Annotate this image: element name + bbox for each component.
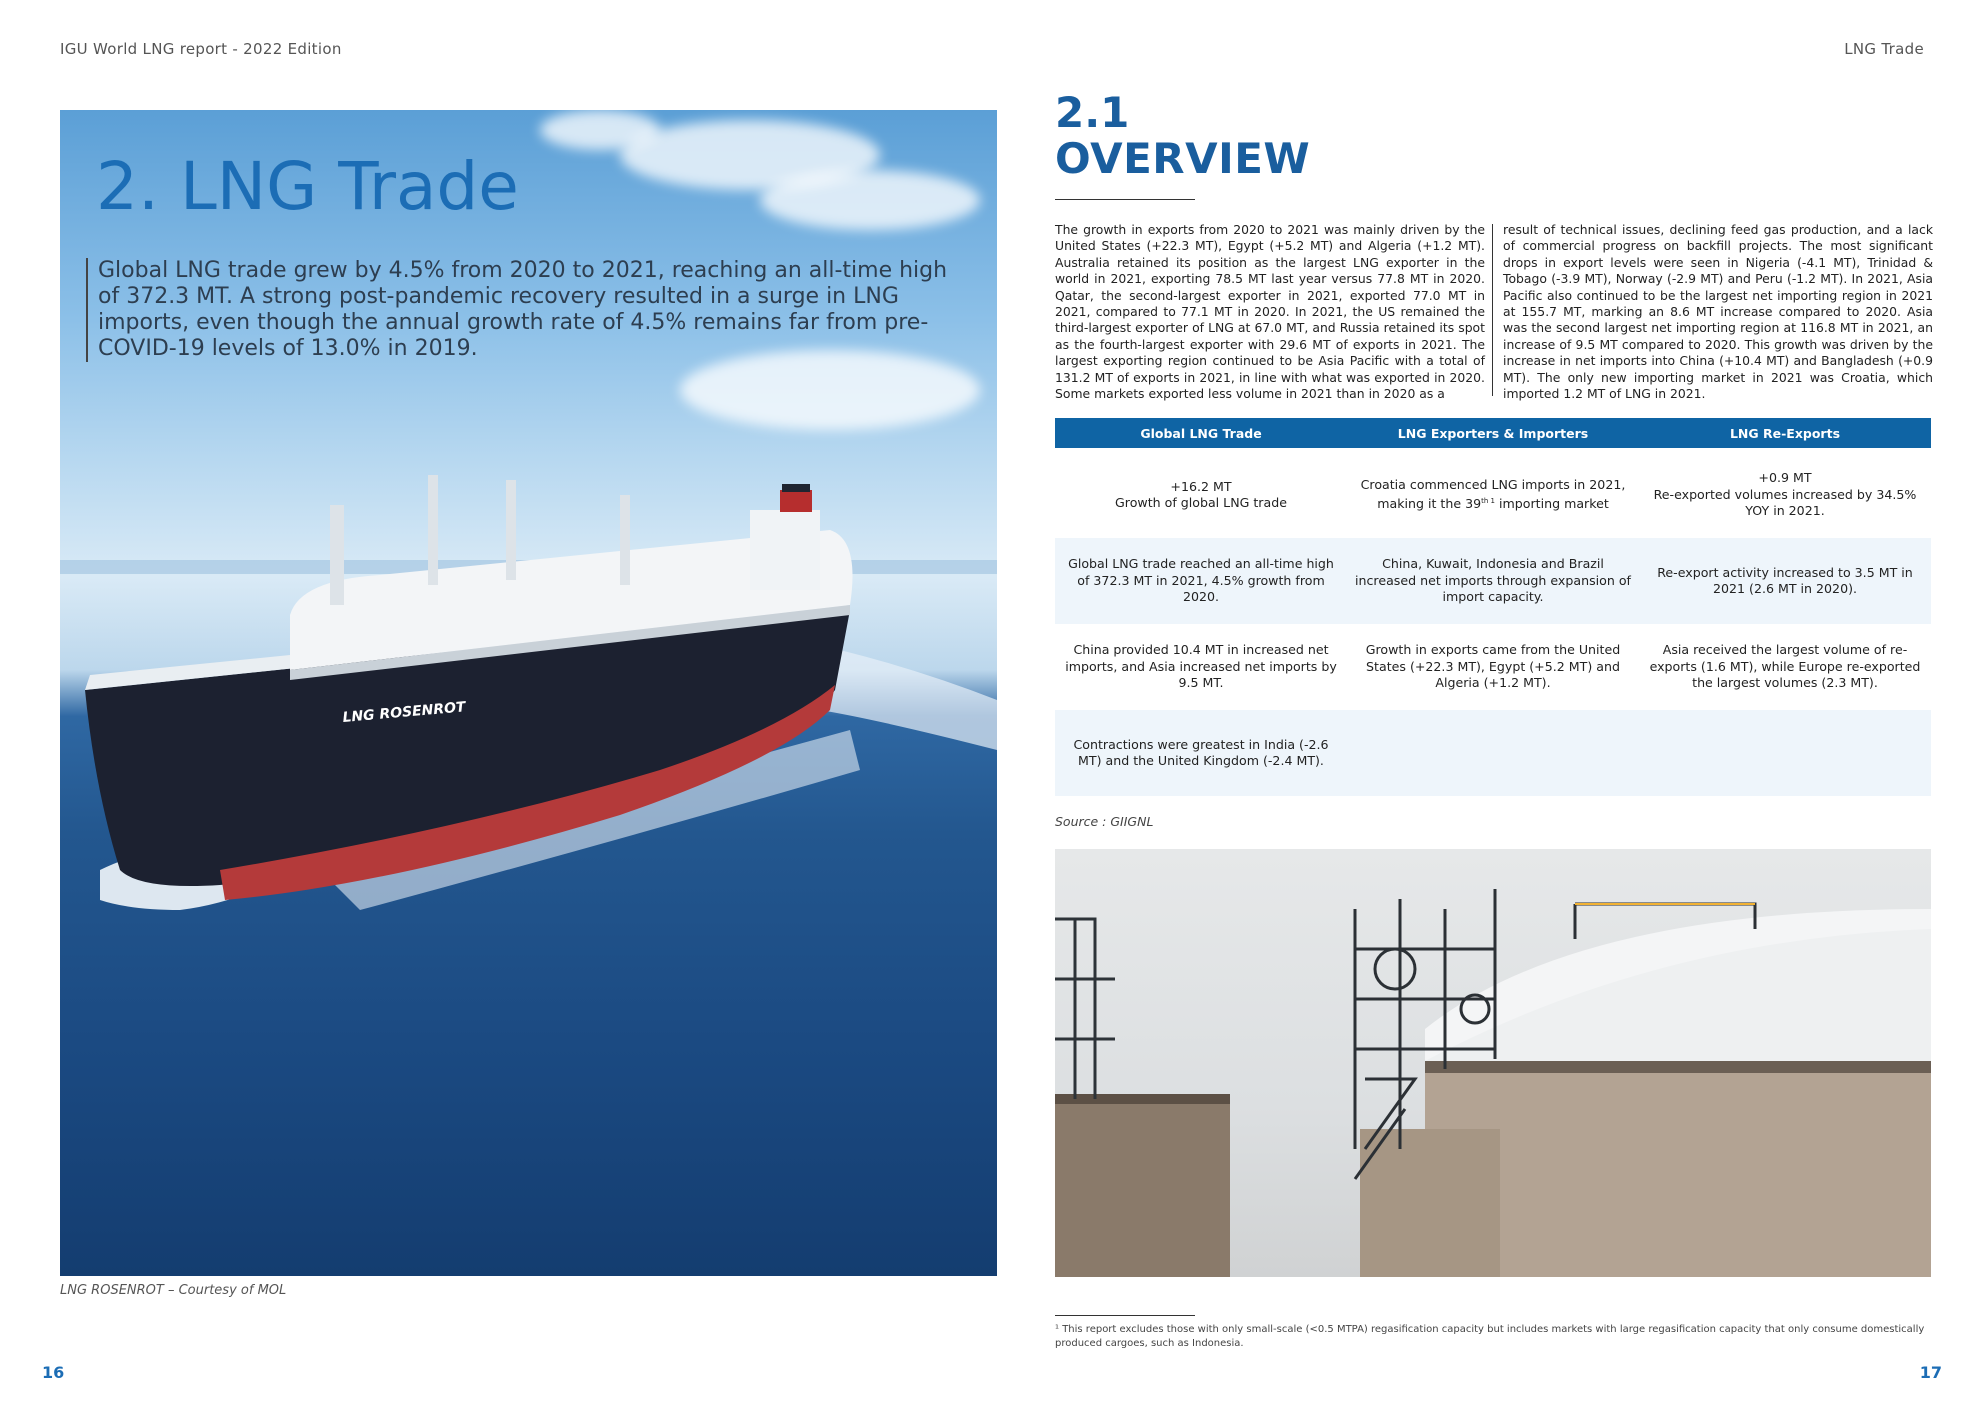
- reexport-label: Re-exported volumes increased by 34.5% YOY in 2021.: [1653, 486, 1917, 519]
- chapter-header: LNG Trade: [1844, 40, 1924, 58]
- chapter-title: 2. LNG Trade: [96, 148, 519, 225]
- table-cell: Croatia commenced LNG imports in 2021, making it the $39^{th 1}$ importing market: [1347, 452, 1639, 538]
- table-cell: [1055, 452, 1347, 538]
- column-header: LNG Exporters & Importers: [1347, 418, 1639, 448]
- photo-caption: LNG ROSENROT – Courtesy of MOL: [60, 1283, 287, 1298]
- chapter-lead-paragraph: Global LNG trade grew by 4.5% from 2020 to 2021, reaching an all-time high of 372.3 MT. A strong post-pandemic recovery resulted in a surge in LNG imports, even though the annual growth rate of 4.5% remains far from pre-COVID-19 levels of 13.0% in 2019.: [86, 258, 958, 362]
- footnote-rule: [1055, 1315, 1195, 1316]
- table-header-row: [1055, 418, 1931, 448]
- table-cell: Re-export activity increased to 3.5 MT in 2021 (2.6 MT in 2020).: [1639, 538, 1931, 624]
- global-trade-label: Growth of global LNG trade: [1115, 495, 1287, 510]
- ship-name-label: LNG ROSENROT: [341, 699, 467, 726]
- table-row: [1055, 538, 1931, 624]
- section-title: OVERVIEW: [1055, 134, 1311, 183]
- body-text-column-2: result of technical issues, declining feed gas production, and a lack of commercial progress on backfill projects. The most significant drops in export levels were seen in Nigeria (-4.1 MT), Trinidad & Tobago (-3.9 MT), Norway (-2.9 MT) and Peru (-1.2 MT). In 2021, Asia Pacific also continued to be the largest net importing region in 2021 at 155.7 MT, marking an 8.6 MT increase compared to 2020. Asia was the second largest net importing region at 116.8 MT in 2021, an increase of 9.5 MT compared to 2020. This growth was driven by the increase in net imports into China (+10.4 MT) and Bangladesh (+0.9 MT). The only new importing market in 2021 was Croatia, which imported 1.2 MT of LNG in 2021.: [1503, 222, 1933, 402]
- reexport-value: +0.9 MT: [1758, 470, 1812, 486]
- lng-storage-tanks-photo: [1055, 849, 1931, 1277]
- table-row: [1055, 452, 1931, 538]
- column-divider: [1492, 224, 1493, 396]
- footnote: ¹ This report excludes those with only small-scale (<0.5 MTPA) regasification capacity but includes markets with large regasification capacity that only consume domestically produced cargoes, such as Indonesia.: [1055, 1324, 1925, 1349]
- table-row: [1055, 710, 1931, 796]
- table-source-note: Source : GIIGNL: [1055, 814, 1154, 829]
- table-cell: [1347, 710, 1639, 796]
- table-cell: China provided 10.4 MT in increased net imports, and Asia increased net imports by 9.5 MT.: [1055, 624, 1347, 710]
- section-title-rule: [1055, 199, 1195, 200]
- table-row: [1055, 624, 1931, 710]
- page-number-right: 17: [1919, 1363, 1942, 1382]
- table-cell: [1639, 452, 1931, 538]
- lng-ship-photo: [60, 110, 997, 1276]
- table-cell: China, Kuwait, Indonesia and Brazil increased net imports through expansion of import capacity.: [1347, 538, 1639, 624]
- body-text-column-1: The growth in exports from 2020 to 2021 was mainly driven by the United States (+22.3 MT), Egypt (+5.2 MT) and Algeria (+1.2 MT). Australia retained its position as the largest LNG exporter in the world in 2021, exporting 78.5 MT last year versus 77.8 MT in 2020. Qatar, the second-largest exporter in 2021, exported 77.0 MT in 2021, compared to 77.1 MT in 2020. In 2021, the US remained the third-largest exporter of LNG at 67.0 MT, and Russia retained its spot as the fourth-largest exporter with 29.6 MT of exports in 2021. The largest exporting region continued to be Asia Pacific with a total of 131.2 MT of exports in 2021, in line with what was exported in 2020. Some markets exported less volume in 2021 than in 2020 as a: [1055, 222, 1485, 402]
- table-cell: Asia received the largest volume of re-exports (1.6 MT), while Europe re-exported the largest volumes (2.3 MT).: [1639, 624, 1931, 710]
- table-cell: Contractions were greatest in India (-2.6 MT) and the United Kingdom (-2.4 MT).: [1055, 710, 1347, 796]
- table-cell: [1639, 710, 1931, 796]
- storage-tank-illustration: [1055, 849, 1931, 1277]
- page-number-left: 16: [42, 1363, 65, 1382]
- global-trade-value: +16.2 MT: [1170, 478, 1232, 494]
- column-header: LNG Re-Exports: [1639, 418, 1931, 448]
- column-header: Global LNG Trade: [1055, 418, 1347, 448]
- table-cell: Global LNG trade reached an all-time high of 372.3 MT in 2021, 4.5% growth from 2020.: [1055, 538, 1347, 624]
- lng-trade-summary-table: [1055, 418, 1931, 796]
- table-cell: Growth in exports came from the United States (+22.3 MT), Egypt (+5.2 MT) and Algeria (+1.2 MT).: [1347, 624, 1639, 710]
- report-title-header: IGU World LNG report - 2022 Edition: [60, 40, 342, 58]
- section-number: 2.1: [1055, 88, 1130, 137]
